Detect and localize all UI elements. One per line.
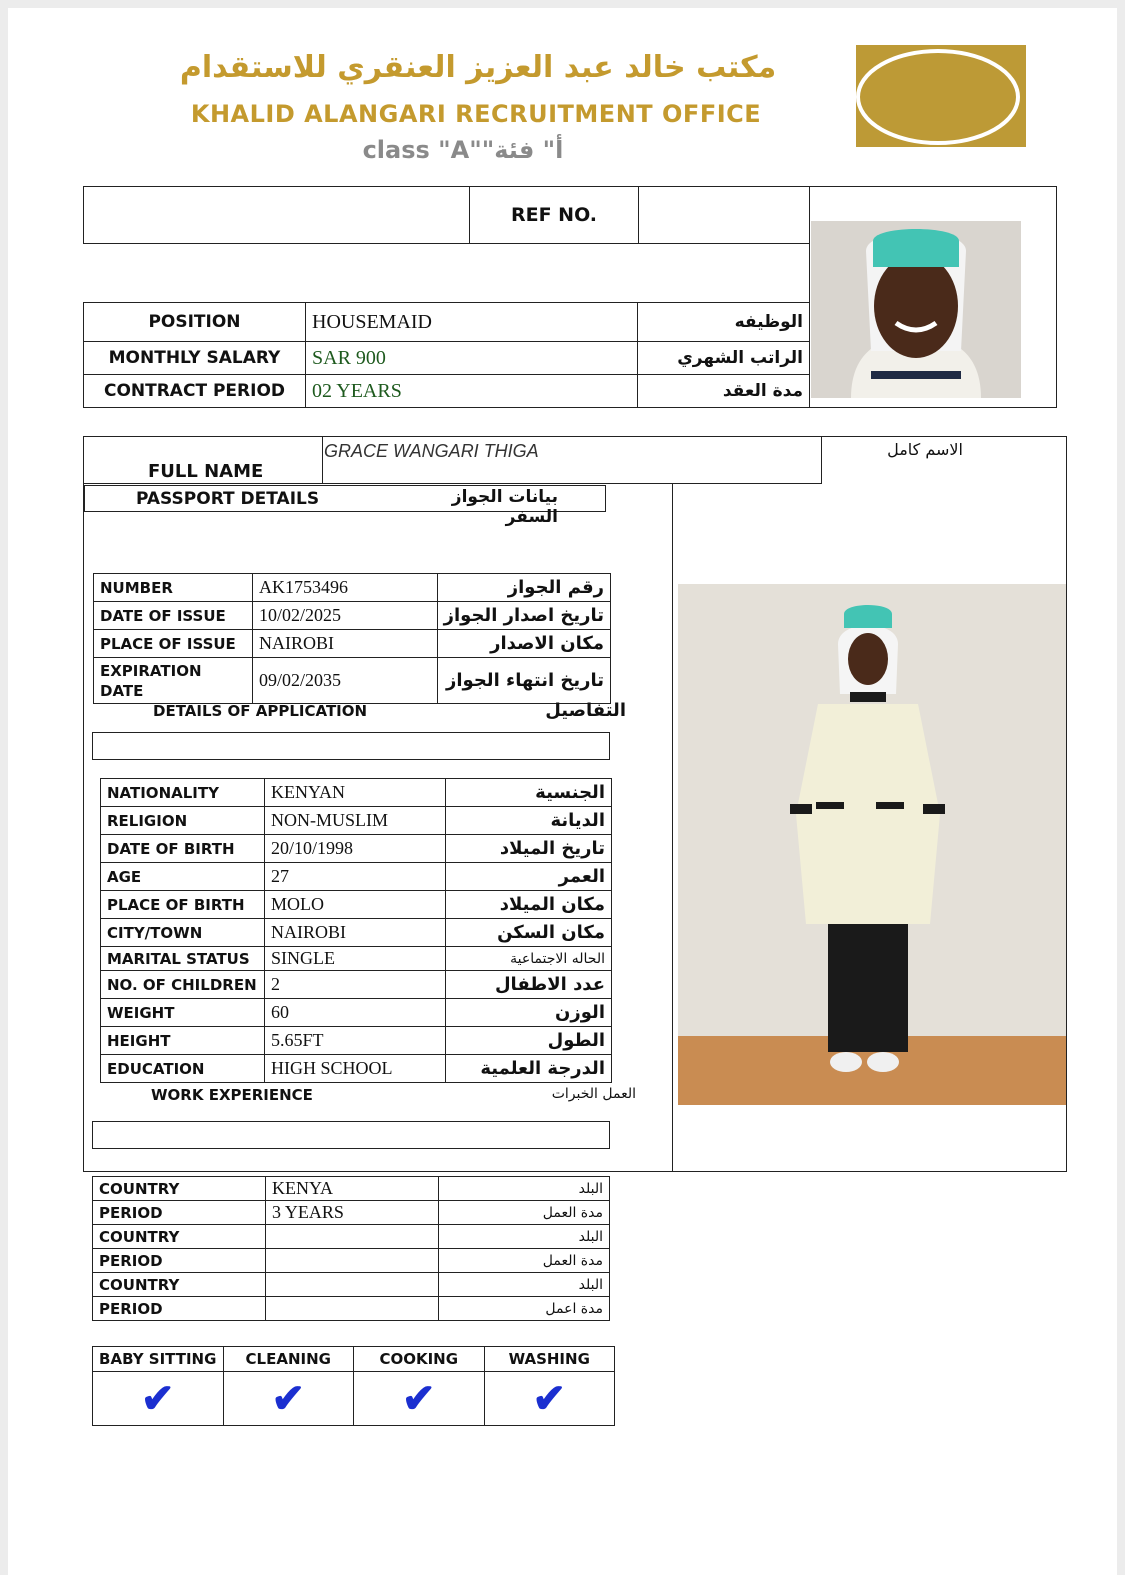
age-value: 27: [265, 863, 446, 891]
passport-expiry-label: EXPIRATION DATE: [94, 658, 253, 704]
application-row: [101, 919, 612, 947]
application-row: [101, 807, 612, 835]
city-value: NAIROBI: [265, 919, 446, 947]
exp-period-value: [266, 1249, 439, 1273]
passport-issue-label: DATE OF ISSUE: [94, 602, 253, 630]
marital-value: SINGLE: [265, 947, 446, 971]
city-arabic: مكان السكن: [446, 919, 612, 947]
passport-row: [94, 658, 611, 704]
passport-row: [94, 602, 611, 630]
weight-value: 60: [265, 999, 446, 1027]
application-row: [101, 971, 612, 999]
ref-value: [639, 187, 810, 244]
job-row: [84, 303, 810, 342]
salary-label: MONTHLY SALARY: [84, 342, 306, 375]
skill-washing-label: WASHING: [484, 1347, 615, 1372]
religion-label: RELIGION: [101, 807, 265, 835]
dob-label: DATE OF BIRTH: [101, 835, 265, 863]
experience-row: [93, 1273, 610, 1297]
salary-value: SAR 900: [306, 342, 638, 375]
application-row: [101, 1055, 612, 1083]
height-arabic: الطول: [446, 1027, 612, 1055]
passport-issue-value: 10/02/2025: [253, 602, 438, 630]
exp-country-label: COUNTRY: [93, 1177, 266, 1201]
header-english-title: KHALID ALANGARI RECRUITMENT OFFICE: [190, 100, 762, 128]
passport-number-arabic: رقم الجواز: [438, 574, 611, 602]
children-arabic: عدد الاطفال: [446, 971, 612, 999]
education-label: EDUCATION: [101, 1055, 265, 1083]
exp-period-arabic: مدة اعمل: [439, 1297, 610, 1321]
exp-period-label: PERIOD: [93, 1249, 266, 1273]
religion-arabic: الديانة: [446, 807, 612, 835]
passport-issue-arabic: تاريخ اصدار الجواز: [438, 602, 611, 630]
full-name-value: GRACE WANGARI THIGA: [324, 441, 539, 461]
exp-period-value: [266, 1297, 439, 1321]
weight-label: WEIGHT: [101, 999, 265, 1027]
logo-ellipse-icon: [856, 45, 1026, 147]
exp-country-label: COUNTRY: [93, 1225, 266, 1249]
cv-page: [8, 8, 1117, 1575]
application-blank-box: [92, 732, 610, 760]
city-label: CITY/TOWN: [101, 919, 265, 947]
religion-value: NON-MUSLIM: [265, 807, 446, 835]
portrait-figure-icon: [811, 221, 1021, 398]
application-header-en: DETAILS OF APPLICATION: [153, 702, 368, 720]
passport-expiry-arabic: تاريخ انتهاء الجواز: [438, 658, 611, 704]
experience-row: [93, 1297, 610, 1321]
contract-value: 02 YEARS: [306, 375, 638, 408]
marital-arabic: الحاله الاجتماعية: [446, 947, 612, 971]
passport-number-value: AK1753496: [253, 574, 438, 602]
exp-country-value: KENYA: [266, 1177, 439, 1201]
experience-table: [92, 1176, 610, 1321]
experience-row: [93, 1225, 610, 1249]
passport-header-en: PASSPORT DETAILS: [136, 489, 320, 509]
pob-arabic: مكان الميلاد: [446, 891, 612, 919]
experience-header-ar: العمل الخبرات: [551, 1086, 636, 1102]
exp-country-arabic: البلد: [439, 1273, 610, 1297]
pob-label: PLACE OF BIRTH: [101, 891, 265, 919]
age-arabic: العمر: [446, 863, 612, 891]
ref-table: [83, 186, 810, 244]
education-value: HIGH SCHOOL: [265, 1055, 446, 1083]
children-value: 2: [265, 971, 446, 999]
education-arabic: الدرجة العلمية: [446, 1055, 612, 1083]
full-body-photo: [678, 584, 1066, 1105]
full-name-arabic: الاسم كامل: [887, 440, 963, 459]
application-header-ar: التفاصيل: [545, 700, 626, 721]
height-label: HEIGHT: [101, 1027, 265, 1055]
cleaning-check-icon: ✔: [223, 1372, 354, 1426]
job-row: [84, 375, 810, 408]
passport-header-ar: بيانات الجواز السفر: [451, 487, 558, 527]
skills-header-row: [93, 1347, 615, 1372]
experience-header-en: WORK EXPERIENCE: [151, 1086, 313, 1104]
application-row: [101, 863, 612, 891]
application-row: [101, 835, 612, 863]
ref-blank-cell: [84, 187, 470, 244]
full-name-label: FULL NAME: [148, 461, 264, 482]
dob-arabic: تاريخ الميلاد: [446, 835, 612, 863]
full-name-divider-right: [821, 436, 822, 484]
exp-period-label: PERIOD: [93, 1201, 266, 1225]
passport-place-arabic: مكان الاصدار: [438, 630, 611, 658]
passport-row: [94, 630, 611, 658]
passport-number-label: NUMBER: [94, 574, 253, 602]
company-logo: [856, 45, 1026, 147]
application-table: [100, 778, 612, 1083]
passport-table: [93, 573, 611, 704]
passport-row: [94, 574, 611, 602]
experience-row: [93, 1249, 610, 1273]
marital-label: MARITAL STATUS: [101, 947, 265, 971]
exp-country-value: [266, 1225, 439, 1249]
header-class-label: class "A""أ" فئة: [362, 136, 564, 164]
position-value: HOUSEMAID: [306, 303, 638, 342]
exp-country-arabic: البلد: [439, 1177, 610, 1201]
passport-place-label: PLACE OF ISSUE: [94, 630, 253, 658]
contract-label: CONTRACT PERIOD: [84, 375, 306, 408]
full-body-figure-icon: [678, 584, 1066, 1105]
exp-period-arabic: مدة العمل: [439, 1201, 610, 1225]
position-arabic: الوظيفه: [638, 303, 810, 342]
portrait-photo: [811, 221, 1021, 398]
position-label: POSITION: [84, 303, 306, 342]
salary-arabic: الراتب الشهري: [638, 342, 810, 375]
pob-value: MOLO: [265, 891, 446, 919]
exp-period-value: 3 YEARS: [266, 1201, 439, 1225]
job-table: [83, 302, 810, 408]
experience-blank-box: [92, 1121, 610, 1149]
exp-period-arabic: مدة العمل: [439, 1249, 610, 1273]
main-frame-divider: [672, 483, 673, 1172]
skill-cleaning-label: CLEANING: [223, 1347, 354, 1372]
age-label: AGE: [101, 863, 265, 891]
application-row: [101, 891, 612, 919]
job-row: [84, 342, 810, 375]
weight-arabic: الوزن: [446, 999, 612, 1027]
ref-label: REF NO.: [470, 187, 639, 244]
application-row: [101, 999, 612, 1027]
skill-cooking-label: COOKING: [354, 1347, 485, 1372]
application-row: [101, 779, 612, 807]
skill-baby-sitting-label: BABY SITTING: [93, 1347, 224, 1372]
exp-country-label: COUNTRY: [93, 1273, 266, 1297]
skills-table: [92, 1346, 615, 1426]
cooking-check-icon: ✔: [354, 1372, 485, 1426]
dob-value: 20/10/1998: [265, 835, 446, 863]
exp-period-label: PERIOD: [93, 1297, 266, 1321]
application-row: [101, 947, 612, 971]
washing-check-icon: ✔: [484, 1372, 615, 1426]
nationality-label: NATIONALITY: [101, 779, 265, 807]
exp-country-arabic: البلد: [439, 1225, 610, 1249]
header-arabic-title: مكتب خالد عبد العزيز العنقري للاستقدام: [179, 50, 777, 85]
children-label: NO. OF CHILDREN: [101, 971, 265, 999]
skills-check-row: [93, 1372, 615, 1426]
experience-row: [93, 1201, 610, 1225]
baby-sitting-check-icon: ✔: [93, 1372, 224, 1426]
full-name-row-line: [83, 483, 822, 484]
contract-arabic: مدة العقد: [638, 375, 810, 408]
nationality-value: KENYAN: [265, 779, 446, 807]
full-name-divider-left: [322, 436, 323, 484]
nationality-arabic: الجنسية: [446, 779, 612, 807]
experience-row: [93, 1177, 610, 1201]
application-row: [101, 1027, 612, 1055]
passport-place-value: NAIROBI: [253, 630, 438, 658]
height-value: 5.65FT: [265, 1027, 446, 1055]
passport-expiry-value: 09/02/2035: [253, 658, 438, 704]
exp-country-value: [266, 1273, 439, 1297]
